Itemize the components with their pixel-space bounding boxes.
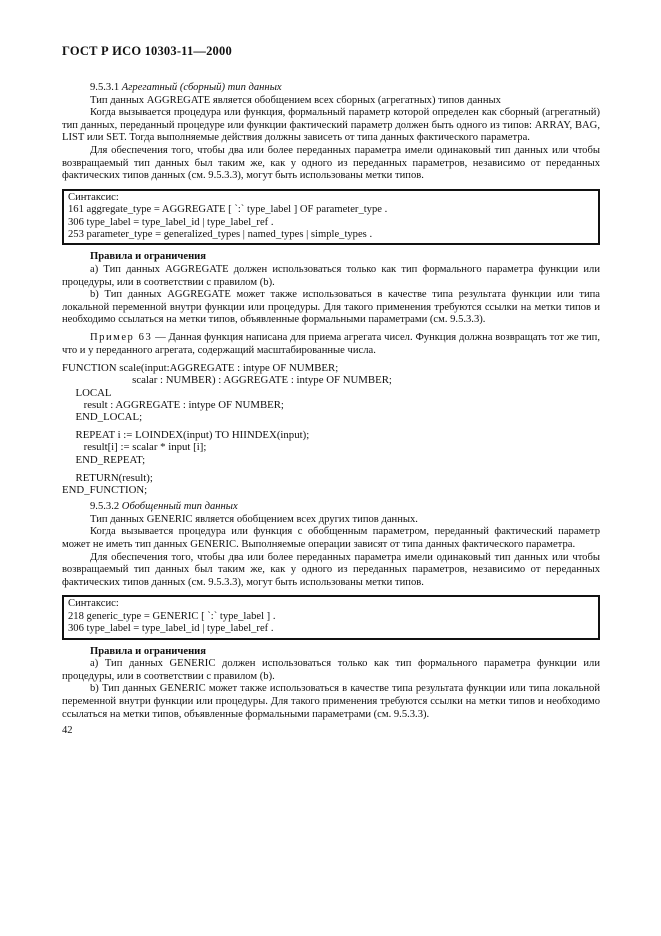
example-text: — Данная функция написана для приема агрегата чисел. Функция должна возвращать тот же тип, что и у переданного агрегата, содержащий масштабированные числа. xyxy=(62,331,601,356)
example-note xyxy=(62,332,600,357)
page-header: ГОСТ Р ИСО 10303-11—2000 xyxy=(62,44,232,58)
rule-item: a) Тип данных GENERIC должен использоваться только как тип формального параметра функции или процедуры, или в соответствии с правилом (b). xyxy=(62,658,600,682)
rule-item: b) Тип данных GENERIC может также использоваться в качестве типа результата функции или типа локальной переменной внутри функции или процедуры. Для такого применения требуются ссылки на метки типов и необходимо ссылаться на метки типов, объявленные формальными параметрами (см. 9.5.3.3). xyxy=(62,683,600,720)
syntax-box xyxy=(62,595,600,639)
rule-item: a) Тип данных AGGREGATE должен использоваться только как тип формального параметра функции или процедуры, или в соответствии с правилом (b). xyxy=(62,263,600,288)
section-title: Обобщенный тип данных xyxy=(121,501,238,513)
rules-heading: Правила и ограничения xyxy=(90,645,207,657)
example-label: Пример 63 xyxy=(90,331,153,343)
paragraph: Когда вызывается процедура или функция с обобщенным параметром, переданный фактический параметр может не иметь тип данных GENERIC. Выполняемые операции зависят от типа данных фактического параметра. xyxy=(62,526,600,550)
syntax-line: 306 type_label = type_label_id | type_label_ref . xyxy=(68,623,274,635)
code-line: END_LOCAL; xyxy=(62,410,143,423)
section-number: 9.5.3.1 xyxy=(90,82,120,93)
code-line: RETURN(result); xyxy=(62,471,153,484)
code-line: END_FUNCTION; xyxy=(62,483,148,496)
page-number: 42 xyxy=(62,725,73,737)
paragraph: Для обеспечения того, чтобы два или более переданных параметра имели одинаковый тип данных или чтобы возвращаемый тип данных был таким же, как у одного из переданных параметров, независимо от переданных фактических типов данных (см. 9.5.3.3), могут быть использованы метки типов. xyxy=(62,144,600,182)
syntax-line: 218 generic_type = GENERIC [ `:` type_label ] . xyxy=(68,610,276,622)
syntax-line: 161 aggregate_type = AGGREGATE [ `:` type_label ] OF parameter_type . xyxy=(68,204,388,216)
code-line: result : AGGREGATE : intype OF NUMBER; xyxy=(62,398,284,411)
code-line: result[i] := scalar * input [i]; xyxy=(62,441,207,454)
code-line: FUNCTION scale(input:AGGREGATE : intype OF NUMBER; xyxy=(62,362,339,375)
section-title: Агрегатный (сборный) тип данных xyxy=(121,82,282,93)
paragraph: Для обеспечения того, чтобы два или более переданных параметра имели одинаковый тип данных или чтобы возвращаемый тип данных был таким же, как у одного из переданных параметров, независимо от переданных фактических типов данных (см. 9.5.3.3), могут быть использованы метки типов. xyxy=(62,551,600,588)
syntax-line: Синтаксис: xyxy=(68,598,119,610)
paragraph: Тип данных AGGREGATE является обобщением всех сборных (агрегатных) типов данных xyxy=(90,94,501,106)
section-number: 9.5.3.2 xyxy=(90,501,120,513)
rules-heading: Правила и ограничения xyxy=(90,251,207,263)
section-heading xyxy=(62,82,600,95)
syntax-line: Синтаксис: xyxy=(68,191,119,203)
document-page xyxy=(62,44,600,736)
code-line: LOCAL xyxy=(62,386,112,399)
code-line: REPEAT i := LOINDEX(input) TO HIINDEX(input); xyxy=(62,429,310,442)
code-listing xyxy=(62,362,600,496)
code-line: scalar : NUMBER) : AGGREGATE : intype OF NUMBER; xyxy=(62,374,392,387)
syntax-box xyxy=(62,189,600,246)
paragraph: Тип данных GENERIC является обобщением всех других типов данных. xyxy=(90,513,418,525)
code-line: END_REPEAT; xyxy=(62,453,146,466)
syntax-line: 306 type_label = type_label_id | type_label_ref . xyxy=(68,216,274,228)
rule-item: b) Тип данных AGGREGATE может также использоваться в качестве типа результата функции или типа локальной переменной внутри функции или процедуры. Для такого применения требуются ссылки на метки типов и необходимо ссылаться на метки типов, объявленные формальными параметрами (см. 9.5.3.3). xyxy=(62,289,600,326)
section-heading xyxy=(62,501,600,514)
syntax-line: 253 parameter_type = generalized_types | named_types | simple_types . xyxy=(68,228,373,240)
paragraph: Когда вызывается процедура или функция, формальный параметр которой определен как сборный (агрегатный) тип данных, переданный процедуре или функции фактический параметр должен быть одного из типов: ARRAY, BAG, LIST или SET. Тогда выполняемые действия должны зависеть от типа данных фактического параметра. xyxy=(62,107,600,144)
